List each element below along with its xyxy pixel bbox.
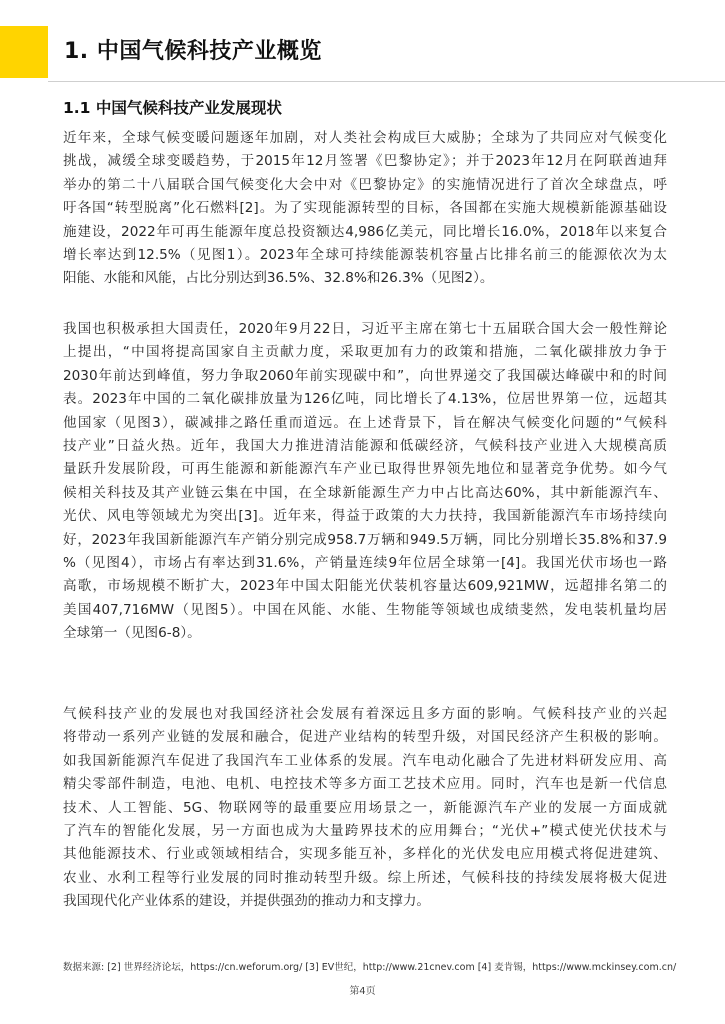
paragraph-line: 气候科技产业的发展也对我国经济社会发展有着深远且多方面的影响。气候科技产业的兴起 [63,706,667,722]
chapter-accent-bar [0,26,48,78]
paragraph-line: 吁各国“转型脱离”化石燃料[2]。为了实现能源转型的目标，各国都在实施大规模新能源基础设 [63,200,667,217]
paragraph-1 [63,127,667,291]
paragraph-line: 全球第一（见图6-8）。 [63,625,201,642]
paragraph-line: 好，2023年我国新能源汽车产销分别完成958.7万辆和949.5万辆，同比分别增长35.8%和37.9 [63,531,667,548]
paragraph-line: 将带动一系列产业链的发展和融合，促进产业结构的转型升级，对国民经济产生积极的影响。 [63,729,667,746]
paragraph-2 [63,318,667,645]
paragraph-line: 美国407,716MW（见图5）。中国在风能、水能、生物能等领域也成绩斐然，发电装机量均居 [63,601,667,618]
paragraph-line: 表。2023年中国的二氧化碳排放量为126亿吨，同比增长了4.13%，位居世界第一位，远超其 [63,391,667,408]
paragraph-line: 2030年前达到峰值，努力争取2060年前实现碳中和”，向世界递交了我国碳达峰碳中和的时间 [63,367,667,384]
paragraph-line: %（见图4），市场占有率达到31.6%，产销量连续9年位居全球第一[4]。我国光伏市场也一路 [63,554,667,571]
paragraph-line: 技产业”日益火热。近年，我国大力推进清洁能源和低碳经济，气候科技产业进入大规模高质 [63,437,667,454]
paragraph-line: 阳能、水能和风能，占比分别达到36.5%、32.8%和26.3%（见图2）。 [63,270,494,287]
paragraph-line: 了汽车的智能化发展，另一方面也成为大量跨界技术的应用舞台；“光伏+”模式使光伏技术与 [63,822,667,839]
paragraph-line: 如我国新能源汽车促进了我国汽车工业体系的发展。汽车电动化融合了先进材料研发应用、高 [63,752,667,769]
chapter-title: 1. 中国气候科技产业概览 [64,39,322,64]
paragraph-line: 增长率达到12.5%（见图1）。2023年全球可持续能源装机容量占比排名前三的能源依次为太 [63,246,667,263]
paragraph-line: 候相关科技及其产业链云集在中国，在全球新能源生产力中占比高达60%，其中新能源汽车、 [63,484,667,501]
paragraph-line: 他国家（见图3），碳减排之路任重而道远。在上述背景下，旨在解决气候变化问题的“气候科 [63,414,667,431]
paragraph-line: 我国也积极承担大国责任，2020年9月22日，习近平主席在第七十五届联合国大会一般性辩论 [63,321,667,337]
paragraph-line: 高歌，市场规模不断扩大，2023年中国太阳能光伏装机容量达609,921MW，远超排名第二的 [63,578,667,595]
paragraph-line: 光伏、风电等领域尤为突出[3]。近年来，得益于政策的大力扶持，我国新能源汽车市场持续向 [63,508,667,525]
paragraph-line: 我国现代化产业体系的建设，并提供强劲的推动力和支撑力。 [63,893,431,910]
paragraph-line: 上提出，“中国将提高国家自主贡献力度，采取更加有力的政策和措施，二氧化碳排放力争于 [63,344,667,361]
paragraph-line: 农业、水利工程等行业发展的同时推动转型升级。综上所述，气候科技的持续发展将极大促进 [63,869,667,886]
data-source-footnote: 数据来源: [2] 世界经济论坛，https://cn.weforum.org/ [3] EV世纪，http://www.21cnev.com [4] 麦肯锡，https://www.mckinsey.com.cn/ [63,962,677,973]
paragraph-line: 挑战，减缓全球变暖趋势，于2015年12月签署《巴黎协定》；并于2023年12月在阿联酋迪拜 [63,153,667,170]
header-divider [48,81,725,82]
paragraph-line: 量跃升发展阶段，可再生能源和新能源汽车产业已取得世界领先地位和显著竞争优势。如今气 [63,461,667,478]
paragraph-3 [63,703,667,914]
paragraph-line: 施建设，2022年可再生能源年度总投资额达4,986亿美元，同比增长16.0%，2018年以来复合 [63,223,667,240]
paragraph-line: 精尖零部件制造，电池、电机、电控技术等多方面工艺技术应用。同时，汽车也是新一代信息 [63,776,667,793]
page-number: 第4页 [349,986,376,997]
paragraph-line: 其他能源技术、行业或领域相结合，实现多能互补，多样化的光伏发电应用模式将促进建筑、 [63,846,667,863]
paragraph-line: 近年来，全球气候变暖问题逐年加剧，对人类社会构成巨大威胁；全球为了共同应对气候变化 [63,130,667,146]
chapter-header [0,26,725,78]
paragraph-line: 举办的第二十八届联合国气候变化大会中对《巴黎协定》的实施情况进行了首次全球盘点，呼 [63,176,667,193]
paragraph-line: 技术、人工智能、5G、物联网等的最重要应用场景之一，新能源汽车产业的发展一方面成就 [63,799,667,816]
section-title: 1.1 中国气候科技产业发展现状 [63,99,282,117]
